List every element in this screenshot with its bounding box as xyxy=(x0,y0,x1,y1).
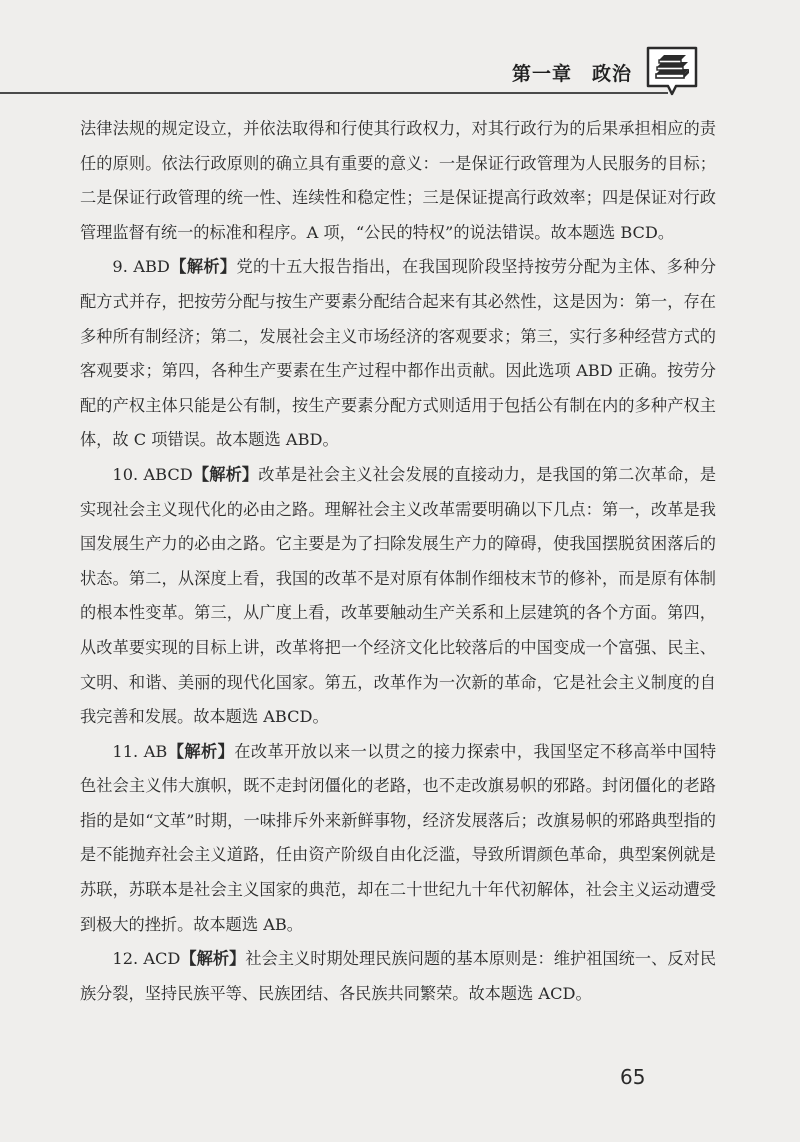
books-stack-icon xyxy=(644,44,700,96)
answer-explanations xyxy=(80,112,716,1011)
answer-label: 12. ACD xyxy=(112,949,181,969)
analysis-tag: 【解析】 xyxy=(167,741,235,761)
explanation-item-9 xyxy=(80,250,716,458)
explanation-text: 改革是社会主义社会发展的直接动力，是我国的第二次革命，是实现社会主义现代化的必由之路。理解社会主义改革需要明确以下几点：第一，改革是我国发展生产力的必由之路。它主要是为了扫除发展生产力的障碍，使我国摆脱贫困落后的状态。第二，从深度上看，我国的改革不是对原有体制作细枝末节的修补，而是原有体制的根本性变革。第三，从广度上看，改革要触动生产关系和上层建筑的各个方面。第四，从改革要实现的目标上讲，改革将把一个经济文化比较落后的中国变成一个富强、民主、文明、和谐、美丽的现代化国家。第五，改革作为一次新的革命，它是社会主义制度的自我完善和发展。故本题选 ABCD。 xyxy=(80,464,717,727)
analysis-tag: 【解析】 xyxy=(180,949,246,969)
chapter-title: 第一章 政治 xyxy=(512,63,633,85)
analysis-tag: 【解析】 xyxy=(169,257,237,277)
explanation-text: 党的十五大报告指出，在我国现阶段坚持按劳分配为主体、多种分配方式并存，把按劳分配与按生产要素分配结合起来有其必然性，这是因为：第一，存在多种所有制经济；第二，发展社会主义市场经济的客观要求；第三，实行多种经营方式的客观要求；第四，各种生产要素在生产过程中都作出贡献。因此选项 ABD 正确。按劳分配的产权主体只能是公有制，按生产要素分配方式则适用于包括公有制在内的多种产权主体，故 C 项错误。故本题选 ABD。 xyxy=(80,257,717,450)
intro-paragraph: 法律法规的规定设立，并依法取得和行使其行政权力，对其行政行为的后果承担相应的责任的原则。依法行政原则的确立具有重要的意义：一是保证行政管理为人民服务的目标；二是保证行政管理的统一性、连续性和稳定性；三是保证提高行政效率；四是保证对行政管理监督有统一的标准和程序。A 项，“公民的特权”的说法错误。故本题选 BCD。 xyxy=(80,119,716,242)
explanation-item-12 xyxy=(80,942,716,1011)
page-number: 65 xyxy=(620,1065,646,1089)
explanation-text: 在改革开放以来一以贯之的接力探索中，我国坚定不移高举中国特色社会主义伟大旗帜，既不走封闭僵化的老路，也不走改旗易帜的邪路。封闭僵化的老路指的是如“文革”时期，一味排斥外来新鲜事物，经济发展落后；改旗易帜的邪路典型指的是不能抛弃社会主义道路，任由资产阶级自由化泛滥，导致所谓颜色革命，典型案例就是苏联，苏联本是社会主义国家的典范，却在二十世纪九十年代初解体，社会主义运动遭受到极大的挫折。故本题选 AB。 xyxy=(80,741,717,934)
header-rule xyxy=(0,92,668,94)
explanation-item-10 xyxy=(80,458,716,735)
answer-label: 9. ABD xyxy=(112,257,170,277)
explanation-item-11 xyxy=(80,735,716,943)
answer-label: 10. ABCD xyxy=(112,464,193,484)
explanation-text: 社会主义时期处理民族问题的基本原则是：维护祖国统一、反对民族分裂，坚持民族平等、民族团结、各民族共同繁荣。故本题选 ACD。 xyxy=(80,949,717,1003)
analysis-tag: 【解析】 xyxy=(192,464,259,484)
answer-label: 11. AB xyxy=(112,741,168,761)
